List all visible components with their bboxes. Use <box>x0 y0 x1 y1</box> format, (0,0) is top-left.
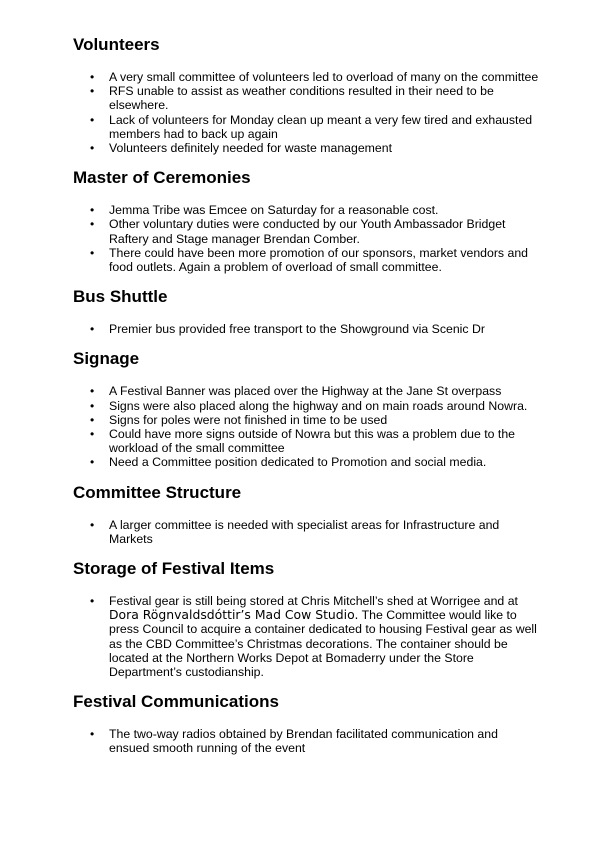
section-committee-structure <box>73 482 540 546</box>
section-bus-shuttle <box>73 286 540 336</box>
bullet-list <box>73 727 540 755</box>
section-heading: Storage of Festival Items <box>73 559 275 579</box>
section-volunteers <box>73 34 540 155</box>
list-item: • Could have more signs outside of Nowra but this was a problem due to the workload of the small committee <box>73 427 540 455</box>
list-item: • A very small committee of volunteers led to overload of many on the committee <box>73 70 540 84</box>
list-item: • Other voluntary duties were conducted by our Youth Ambassador Bridget Raftery and Stage manager Brendan Comber. <box>73 217 540 245</box>
list-item: • RFS unable to assist as weather conditions resulted in their need to be elsewhere. <box>73 84 540 112</box>
section-heading: Signage <box>73 349 140 369</box>
section-storage <box>73 558 540 679</box>
list-item <box>73 594 540 679</box>
section-heading: Master of Ceremonies <box>73 168 251 188</box>
section-signage <box>73 348 540 469</box>
section-master-of-ceremonies <box>73 167 540 274</box>
list-item: • Need a Committee position dedicated to Promotion and social media. <box>73 455 540 469</box>
list-item: • Lack of volunteers for Monday clean up meant a very few tired and exhausted members had to back up again <box>73 113 540 141</box>
list-item: • Jemma Tribe was Emcee on Saturday for a reasonable cost. <box>73 203 540 217</box>
bullet-list <box>73 70 540 155</box>
list-item: • Signs for poles were not finished in time to be used <box>73 413 540 427</box>
bullet-list <box>73 322 540 336</box>
list-item: • The two-way radios obtained by Brendan facilitated communication and ensued smooth running of the event <box>73 727 540 755</box>
bullet-list <box>73 203 540 274</box>
storage-text-part2: Dora Rögnvaldsdóttir’s Mad Cow Studio. <box>109 607 359 623</box>
bullet-list <box>73 384 540 469</box>
list-item: • A larger committee is needed with specialist areas for Infrastructure and Markets <box>73 518 540 546</box>
section-heading: Committee Structure <box>73 482 242 502</box>
list-item: • Volunteers definitely needed for waste management <box>73 141 540 155</box>
list-item: • There could have been more promotion of our sponsors, market vendors and food outlets. Again a problem of overload of small committee. <box>73 246 540 274</box>
storage-text-part3: The Committee would like to press Council to acquire a container dedicated to housing Festival gear as well as the CBD Committee’s Christmas decorations. The container should be located at the Northern Works Depot at Bomaderry under the Store Department’s custodianship. <box>109 608 537 680</box>
bullet-list <box>73 518 540 546</box>
section-heading: Bus Shuttle <box>73 287 168 307</box>
section-festival-communications <box>73 691 540 755</box>
section-heading: Festival Communications <box>73 692 279 712</box>
list-item: • Signs were also placed along the highway and on main roads around Nowra. <box>73 399 540 413</box>
section-heading: Volunteers <box>73 35 160 54</box>
storage-text-part1: Festival gear is still being stored at Chris Mitchell’s shed at Worrigee and at <box>109 594 518 609</box>
list-item: • A Festival Banner was placed over the Highway at the Jane St overpass <box>73 384 540 398</box>
bullet-list <box>73 594 540 679</box>
list-item: • Premier bus provided free transport to the Showground via Scenic Dr <box>73 322 540 336</box>
